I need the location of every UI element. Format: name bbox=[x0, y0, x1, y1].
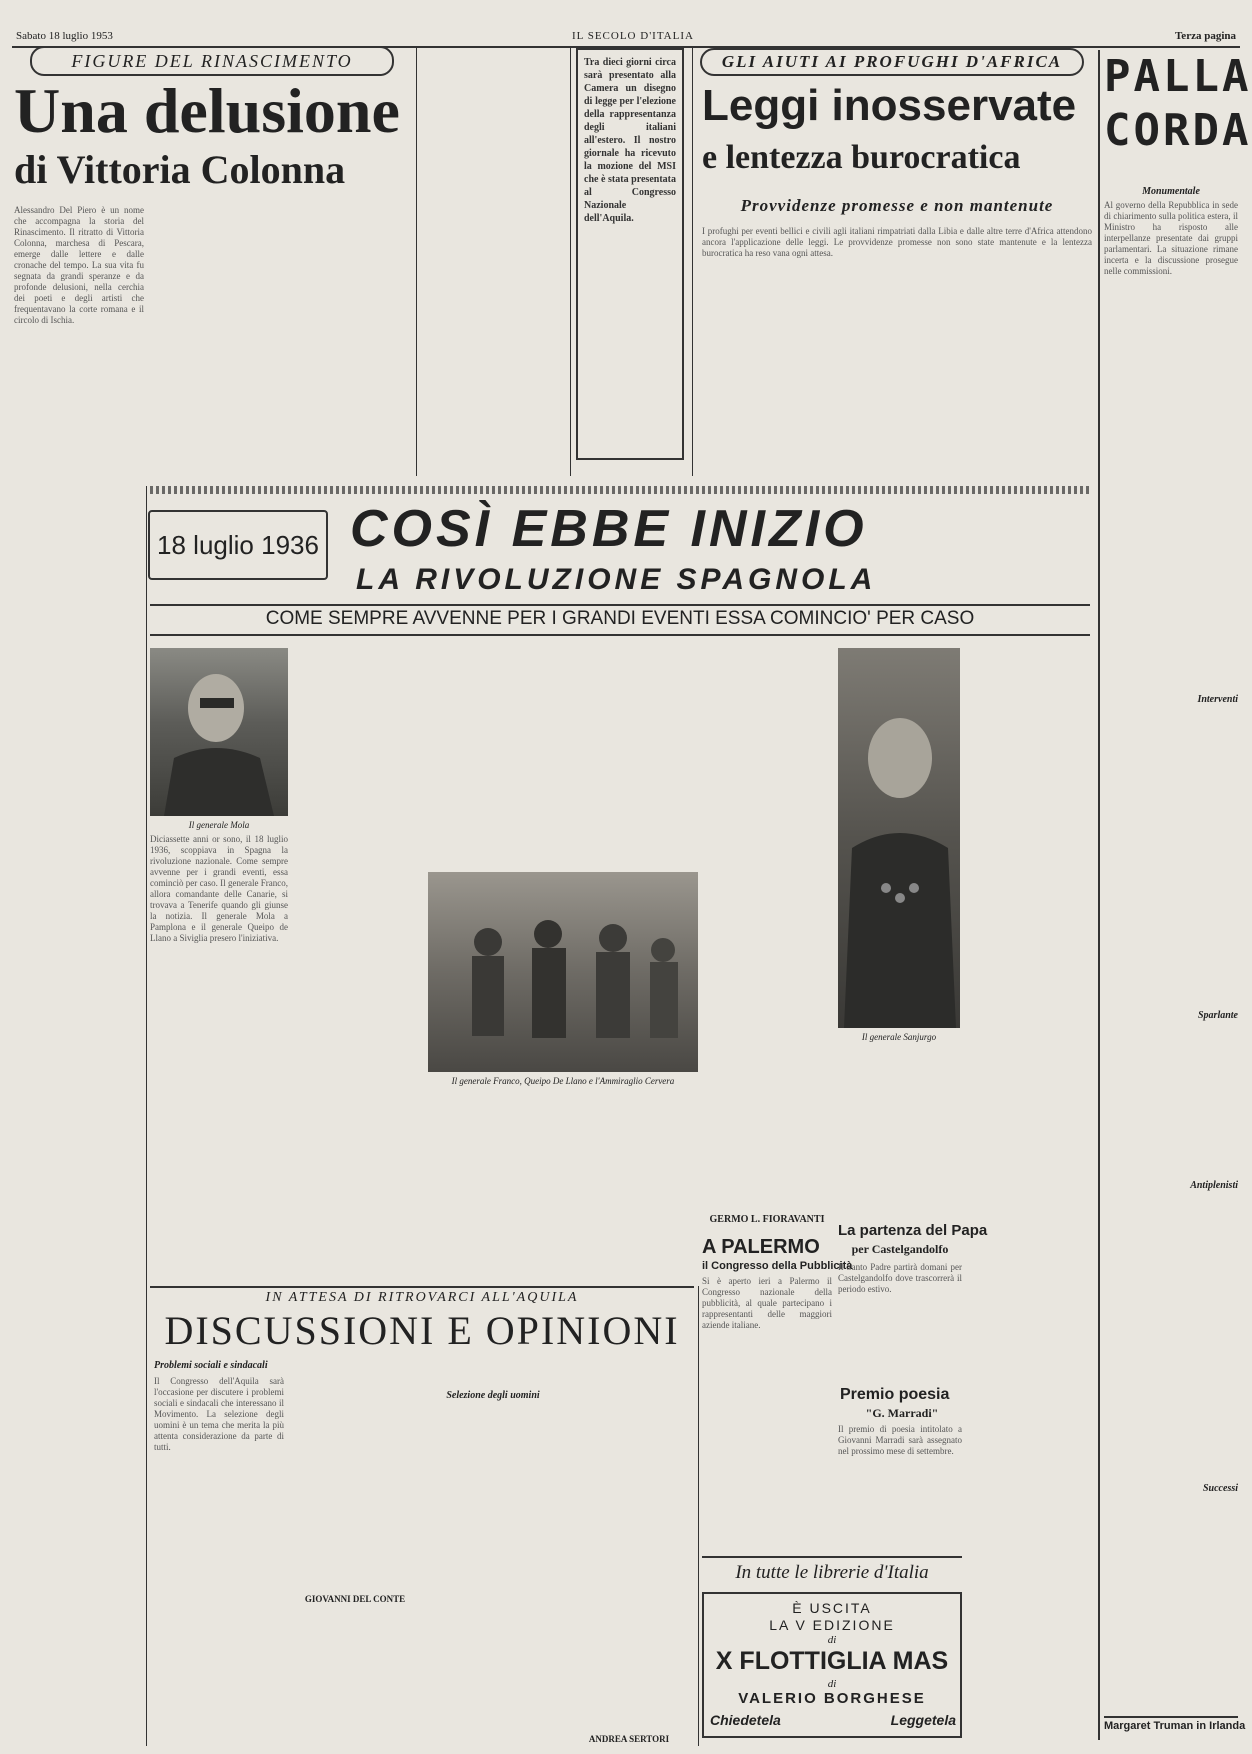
pallacorda-body bbox=[1104, 200, 1238, 690]
notice-text: Tra dieci giorni circa sarà presentato alla Camera un disegno di legge per l'elezione della rappresentanza degli italiani all'estero. Il nostro giornale ha ricevuto la mozione del MSI che è stata presentata al Congresso Nazionale dell'Aquila. bbox=[584, 57, 676, 224]
spain-body-col-5 bbox=[430, 1092, 558, 1282]
pallacorda-sub-3: Sparlante bbox=[1197, 1010, 1238, 1021]
franco-photo bbox=[428, 872, 698, 1072]
papa-body-text: Il Santo Padre partirà domani per Castelgandolfo dove trascorrerà il periodo estivo. bbox=[838, 1262, 962, 1294]
papa-subhead: per Castelgandolfo bbox=[851, 1242, 949, 1256]
advert-line-2: LA V EDIZIONE bbox=[769, 1617, 895, 1633]
franco-caption: Il generale Franco, Queipo De Llano e l'Ammiraglio Cervera bbox=[451, 1076, 675, 1086]
header-page: Terza pagina bbox=[1174, 30, 1236, 42]
rinascimento-body-text: Alessandro Del Piero è un nome che accompagna la storia del Rinascimento. Il ritratto di Vittoria Colonna, marchesa di Pescara, emerge dalle lettere e dalle cronache del tempo. La sua vita fu segnata da grandi speranze e da profonde delusioni, nella cerchia dei poeti e degli artisti che frequentavano la corte romana e il circolo di Ischia. bbox=[14, 205, 144, 325]
pallacorda-body-text: Al governo della Repubblica in sede di chiarimento sulla politica estera, il Ministro ha risposto alle interpellanze presentate dai gruppi parlamentari. La situazione rimane incerta e la discussione prosegue nelle commissioni. bbox=[1104, 200, 1238, 276]
pallacorda-title-1: PALLA bbox=[1104, 51, 1252, 102]
discussioni-body-col-1 bbox=[154, 1376, 284, 1736]
spain-headline-2: LA RIVOLUZIONE SPAGNOLA bbox=[356, 563, 877, 596]
spain-top-rule bbox=[150, 486, 1090, 494]
spain-body-col-3 bbox=[430, 648, 558, 868]
pallacorda-sub-2: Interventi bbox=[1197, 694, 1238, 705]
sanjurjo-caption: Il generale Sanjurgo bbox=[861, 1032, 937, 1042]
rinascimento-headline: Una delusione bbox=[14, 75, 400, 146]
mola-photo-figure bbox=[150, 648, 288, 816]
spain-body-col-1 bbox=[150, 834, 288, 1224]
spain-date-label: 18 luglio 1936 bbox=[148, 510, 328, 580]
discussioni-kicker: IN ATTESA DI RITROVARCI ALL'AQUILA bbox=[265, 1290, 579, 1305]
notice-box bbox=[576, 48, 684, 460]
header-date: Sabato 18 luglio 1953 bbox=[16, 30, 113, 42]
rinascimento-subheadline: di Vittoria Colonna bbox=[14, 147, 346, 192]
papa-body bbox=[838, 1262, 962, 1382]
pallacorda-title bbox=[1104, 50, 1252, 182]
pallacorda-bottom-headline: Margaret Truman in Irlanda bbox=[1104, 1720, 1246, 1732]
advert-left: Chiedetela bbox=[710, 1712, 781, 1728]
refugees-subhead: Provvidenze promesse e non mantenute bbox=[740, 196, 1054, 215]
spain-rule-2 bbox=[150, 634, 1090, 636]
discussioni-rule bbox=[150, 1286, 694, 1288]
discussioni-body-col-3 bbox=[290, 1610, 420, 1740]
spain-byline: GERMO L. FIORAVANTI bbox=[709, 1214, 825, 1225]
header-masthead: IL SECOLO D'ITALIA bbox=[572, 30, 694, 42]
discussioni-body-text: Il Congresso dell'Aquila sarà l'occasione per discutere i problemi sociali e sindacali che interessano il Movimento. La selezione degli uomini è un tema che merita la più attenta considerazione da parte di tutti. bbox=[154, 1376, 284, 1452]
rinascimento-kicker: FIGURE DEL RINASCIMENTO bbox=[30, 46, 394, 76]
spain-body-col-4 bbox=[566, 648, 696, 868]
palermo-headline: A PALERMO bbox=[702, 1236, 820, 1258]
palermo-body bbox=[702, 1276, 832, 1476]
palermo-body-text: Si è aperto ieri a Palermo il Congresso nazionale della pubblicità, al quale partecipano i rappresentanti delle maggiori aziende italiane. bbox=[702, 1276, 832, 1330]
advert-rule bbox=[702, 1556, 962, 1558]
spain-body-col-8 bbox=[966, 648, 1092, 1308]
franco-photo-figures bbox=[428, 872, 698, 1072]
spain-body-col-6 bbox=[566, 1092, 696, 1282]
advert-line-1: È USCITA bbox=[792, 1600, 872, 1616]
refugees-body bbox=[702, 226, 1092, 466]
sanjurjo-photo bbox=[838, 648, 960, 1028]
palermo-subhead: il Congresso della Pubblicità bbox=[702, 1260, 853, 1272]
column-divider bbox=[1098, 50, 1100, 1740]
advert-top: In tutte le librerie d'Italia bbox=[735, 1562, 929, 1583]
premio-headline: Premio poesia bbox=[840, 1386, 950, 1403]
advert-di-2: di bbox=[827, 1678, 837, 1690]
discussioni-body-col-2 bbox=[290, 1360, 420, 1590]
rinascimento-body-col-2 bbox=[150, 205, 275, 465]
rinascimento-body-col-4 bbox=[420, 46, 560, 471]
premio-body-text: Il premio di poesia intitolato a Giovanni Marradi sarà assegnato nel prossimo mese di settembre. bbox=[838, 1424, 962, 1456]
premio-subhead: "G. Marradi" bbox=[865, 1406, 939, 1420]
col-rule-2 bbox=[570, 46, 571, 476]
discussioni-headline: DISCUSSIONI E OPINIONI bbox=[164, 1308, 680, 1353]
pallacorda-rule bbox=[1104, 1716, 1238, 1718]
col-rule-4 bbox=[146, 486, 147, 1746]
rinascimento-body-col-1 bbox=[14, 205, 144, 1295]
advert-di-1: di bbox=[827, 1634, 837, 1646]
discussioni-byline-2: ANDREA SERTORI bbox=[588, 1734, 670, 1744]
page-header bbox=[12, 28, 1240, 48]
refugees-kicker: GLI AIUTI AI PROFUGHI D'AFRICA bbox=[700, 48, 1084, 76]
discussioni-body-col-5 bbox=[564, 1360, 694, 1732]
discussioni-sub-2: Selezione degli uomini bbox=[446, 1390, 540, 1401]
refugees-subheadline: e lentezza burocratica bbox=[702, 139, 1021, 176]
spain-body-col-7 bbox=[702, 648, 832, 1208]
col-rule-3 bbox=[692, 46, 693, 476]
spain-body-col-2 bbox=[294, 648, 424, 1218]
advert-author: VALERIO BORGHESE bbox=[738, 1690, 926, 1707]
refugees-headline: Leggi inosservate bbox=[702, 81, 1077, 130]
premio-body bbox=[838, 1424, 962, 1554]
pallacorda-sub-4: Antiplenisti bbox=[1190, 1180, 1238, 1191]
spain-headline: COSÌ EBBE INIZIO bbox=[350, 500, 868, 558]
mola-photo bbox=[150, 648, 288, 816]
discussioni-sub-1: Problemi sociali e sindacali bbox=[154, 1360, 268, 1371]
discussioni-body-col-4 bbox=[428, 1406, 558, 1740]
advert-right: Leggetela bbox=[890, 1712, 956, 1728]
discussioni-body-col-4a bbox=[428, 1360, 558, 1388]
col-rule-1 bbox=[416, 46, 417, 476]
discussioni-byline-1: GIOVANNI DEL CONTE bbox=[304, 1594, 406, 1604]
col-rule-5 bbox=[698, 1286, 699, 1746]
sanjurjo-photo-figure bbox=[838, 648, 960, 1028]
spain-subhead: COME SEMPRE AVVENNE PER I GRANDI EVENTI ESSA COMINCIO' PER CASO bbox=[265, 608, 975, 629]
rinascimento-body-col-3 bbox=[280, 205, 410, 465]
refugees-body-text: I profughi per eventi bellici e civili agli italiani rimpatriati dalla Libia e dalle altre terre d'Africa attendono ancora l'applicazione delle leggi. Le provvidenze promesse non sono state mantenute e la lentezza burocratica ha reso vana ogni attesa. bbox=[702, 226, 1092, 258]
pallacorda-title-2: CORDA bbox=[1104, 105, 1252, 156]
pallacorda-sub-1: Monumentale bbox=[1142, 186, 1200, 197]
spain-body-text: Diciassette anni or sono, il 18 luglio 1936, scoppiava in Spagna la rivoluzione nazionale. Come sempre avvenne per i grandi eventi, essa cominciò per caso. Il generale Franco, allora comandante delle Canarie, si trovava a Tenerife quando gli giunse la notizia. Il generale Mola a Pamplona e il generale Queipo de Llano a Siviglia presero l'iniziativa. bbox=[150, 834, 288, 943]
papa-headline: La partenza del Papa bbox=[838, 1222, 988, 1239]
pallacorda-sub-5: Successi bbox=[1203, 1483, 1238, 1494]
advert-title: X FLOTTIGLIA MAS bbox=[715, 1647, 949, 1675]
mola-caption: Il generale Mola bbox=[188, 820, 250, 830]
